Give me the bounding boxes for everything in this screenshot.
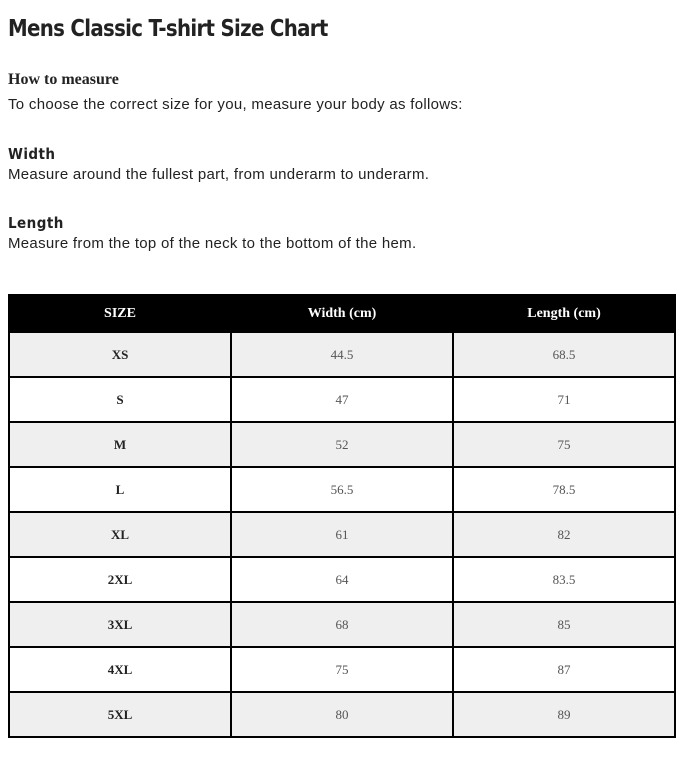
table-row: [9, 602, 675, 647]
size-cell: XL: [9, 512, 231, 557]
width-cell: 44.5: [231, 332, 453, 377]
how-to-measure-heading: How to measure: [8, 71, 119, 88]
length-cell: 71: [453, 377, 675, 422]
size-chart-table: [8, 294, 676, 738]
size-cell: 4XL: [9, 647, 231, 692]
size-cell: S: [9, 377, 231, 422]
size-cell: 2XL: [9, 557, 231, 602]
table-row: [9, 512, 675, 557]
width-heading: Width: [8, 145, 56, 163]
width-cell: 52: [231, 422, 453, 467]
header-width: Width (cm): [231, 295, 453, 332]
length-cell: 85: [453, 602, 675, 647]
length-cell: 87: [453, 647, 675, 692]
length-description: Measure from the top of the neck to the bottom of the hem.: [8, 235, 417, 252]
header-size: SIZE: [9, 295, 231, 332]
width-cell: 56.5: [231, 467, 453, 512]
header-length: Length (cm): [453, 295, 675, 332]
size-cell: M: [9, 422, 231, 467]
table-row: [9, 557, 675, 602]
width-cell: 61: [231, 512, 453, 557]
width-cell: 64: [231, 557, 453, 602]
size-cell: 5XL: [9, 692, 231, 737]
table-row: [9, 692, 675, 737]
table-header-row: [9, 295, 675, 332]
width-cell: 68: [231, 602, 453, 647]
size-cell: L: [9, 467, 231, 512]
width-description: Measure around the fullest part, from underarm to underarm.: [8, 166, 430, 183]
length-cell: 89: [453, 692, 675, 737]
how-to-measure-intro: To choose the correct size for you, measure your body as follows:: [8, 96, 463, 113]
size-cell: 3XL: [9, 602, 231, 647]
table-row: [9, 377, 675, 422]
length-cell: 83.5: [453, 557, 675, 602]
table-row: [9, 467, 675, 512]
length-heading: Length: [8, 214, 64, 232]
length-cell: 68.5: [453, 332, 675, 377]
table-row: [9, 422, 675, 467]
width-cell: 75: [231, 647, 453, 692]
table-row: [9, 647, 675, 692]
length-cell: 75: [453, 422, 675, 467]
width-cell: 47: [231, 377, 453, 422]
table-row: [9, 332, 675, 377]
width-cell: 80: [231, 692, 453, 737]
size-cell: XS: [9, 332, 231, 377]
length-cell: 78.5: [453, 467, 675, 512]
page-title: Mens Classic T-shirt Size Chart: [8, 16, 328, 42]
length-cell: 82: [453, 512, 675, 557]
